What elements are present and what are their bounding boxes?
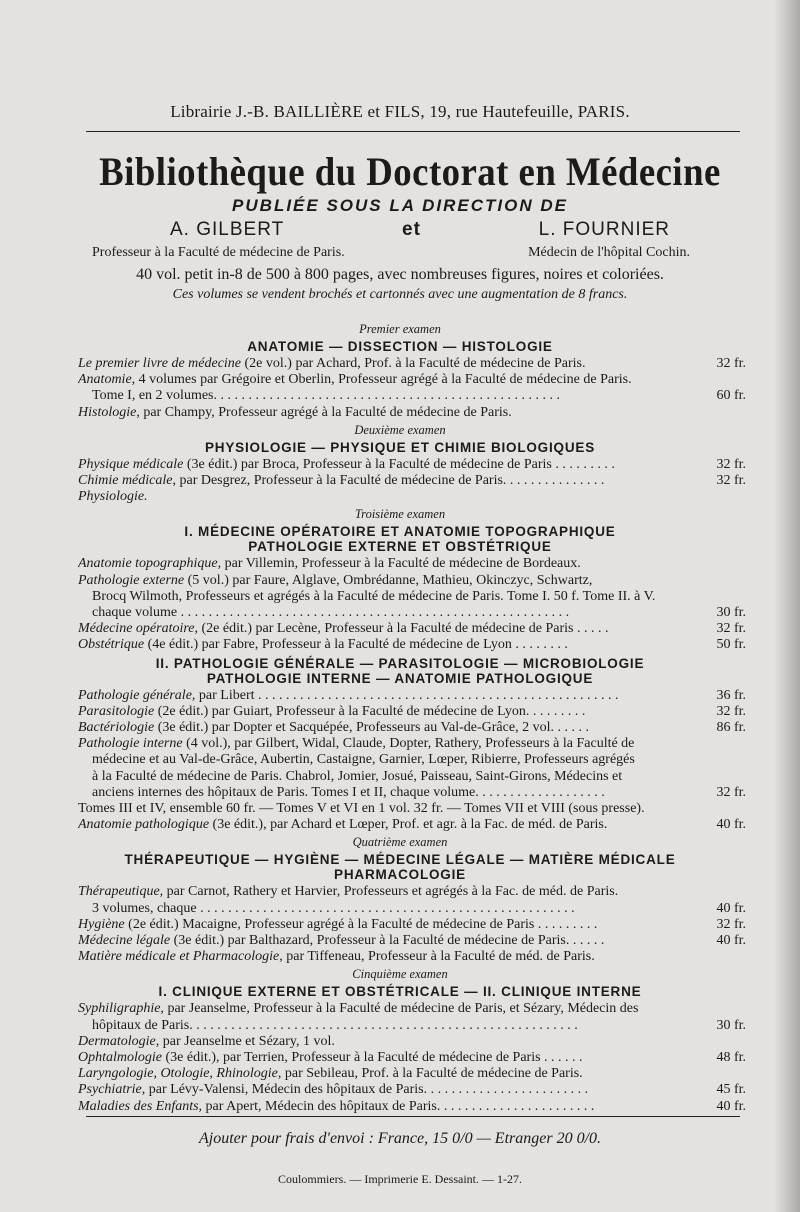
page-title: Bibliothèque du Doctorat en Médecine [99,149,721,194]
entry-text: (3e édit.) par Dopter et Sacquépée, Professeurs au Val-de-Grâce, 2 vol. . . . . . [154,720,589,735]
entry-title: Le premier livre de médecine [78,356,242,371]
entry-title: Anatomie pathologique [78,817,210,833]
entry-price: 48 fr. [713,1050,746,1066]
entry-title: Anatomie, [78,372,136,388]
entry-text: Brocq Wilmoth, Professeurs et agrégés à la Faculté de médecine de Paris. Tome I. 50 f. Tome II. à V. [92,588,656,604]
catalog-entry-line [78,473,750,489]
entry-text: par Sebileau, Prof. à la Faculté de médecine de Paris. [281,1066,583,1082]
entry-title: Dermatologie, [78,1033,160,1049]
entry-text: par Champy, Professeur agrégé à la Faculté de médecine de Paris. [139,404,512,420]
price-note: Ces volumes se vendent brochés et cartonnés avec une augmentation de 8 francs. [172,287,628,302]
entry-text: (3e édit.), par Terrien, Professeur à la Faculté de médecine de Paris . . . . . . [162,1050,583,1065]
entry-text: (2e édit.) par Lecène, Professeur à la Faculté de médecine de Paris . . . . . [198,621,609,637]
director-join: et [402,219,421,240]
catalog-entry-line [78,1050,750,1066]
entry-price: 32 fr. [713,785,746,801]
entry-title: Syphiligraphie, [78,1001,164,1017]
volumes-line: 40 vol. petit in-8 de 500 à 800 pages, avec nombreuses figures, noires et coloriées. [136,266,664,283]
entry-title: Thérapeutique, [78,884,164,900]
section-heading: PATHOLOGIE EXTERNE ET OBSTÉTRIQUE [248,539,552,555]
entry-price: 30 fr. [713,605,746,621]
entry-title: Ophtalmologie [78,1050,162,1065]
entry-text: par Libert . . . . . . . . . . . . . . . . . . . . . . . . . . . . . . . . . . . . . . . . . . . . . . . . . . . . [195,687,619,703]
exam-label: Cinquième examen [352,967,448,982]
role-right: Médecin de l'hôpital Cochin. [528,245,690,260]
entry-text: hôpitaux de Paris. . . . . . . . . . . . . . . . . . . . . . . . . . . . . . . . . . . . . . . . . . . . . . . . . . . . . . . . [92,1017,578,1033]
catalog-entry-line [78,356,750,372]
entry-title: Matière médicale et Pharmacologie, [78,949,283,965]
entry-text: Tome I, en 2 volumes. . . . . . . . . . . . . . . . . . . . . . . . . . . . . . . . . . . . . . . . . . . . . . . . . . [92,388,560,404]
entry-title: Bactériologie [78,720,155,735]
entry-price: 32 fr. [713,917,746,933]
entry-price: 86 fr. [713,720,746,736]
shipping-note: Ajouter pour frais d'envoi : France, 15 0/0 — Etranger 20 0/0. [198,1130,602,1147]
entry-text: par Jeanselme et Sézary, 1 vol. [159,1033,335,1049]
catalog-entry-line [92,589,750,605]
header-rule [86,131,740,132]
catalog-entry-line [78,917,750,933]
entry-price: 40 fr. [713,933,746,949]
entry-title: Pathologie externe [78,572,185,588]
entry-text: par Apert, Médecin des hôpitaux de Paris. . . . . . . . . . . . . . . . . . . . . . . [202,1098,595,1114]
entry-text: chaque volume . . . . . . . . . . . . . . . . . . . . . . . . . . . . . . . . . . . . . . . . . . . . . . . . . . . . . . . . [92,605,570,620]
entry-text: par Tiffeneau, Professeur à la Faculté de méd. de Paris. [282,949,595,965]
entry-text: Tomes III et IV, ensemble 60 fr. — Tomes V et VI en 1 vol. 32 fr. — Tomes VII et VIII (sous presse). [78,801,645,816]
catalog-entry-line [78,621,750,637]
entry-price: 32 fr. [713,704,746,720]
subtitle: PUBLIÉE SOUS LA DIRECTION DE [232,196,568,215]
catalog-entry-line [78,688,750,704]
printer-line: Coulommiers. — Imprimerie E. Dessaint. — 1-27. [278,1172,522,1186]
catalog-entry-line [78,720,750,736]
entry-price: 32 fr. [713,621,746,637]
section-heading: PHYSIOLOGIE — PHYSIQUE ET CHIMIE BIOLOGIQUES [205,439,595,455]
section-heading: I. MÉDECINE OPÉRATOIRE ET ANATOMIE TOPOGRAPHIQUE [184,524,616,540]
director-left: A. GILBERT [170,219,285,240]
exam-label: Quatrième examen [352,835,448,850]
catalog-entry-line [78,405,750,421]
entry-price: 30 fr. [713,1018,746,1034]
entry-price: 60 fr. [713,388,746,404]
catalog-entry-line [78,573,750,589]
entry-title: Psychiatrie, [78,1082,146,1098]
role-left: Professeur à la Faculté de médecine de Paris. [92,245,345,260]
catalog-entry-line [78,637,750,653]
entry-title: Parasitologie [78,703,155,719]
entry-text: par Carnot, Rathery et Harvier, Professeurs et agrégés à la Fac. de méd. de Paris. [163,884,619,900]
director-right: L. FOURNIER [538,219,670,240]
entry-text: 3 volumes, chaque . . . . . . . . . . . . . . . . . . . . . . . . . . . . . . . . . . . . . . . . . . . . . . . . . . . . . . [92,900,575,916]
catalog-entry-line [78,1082,750,1098]
publisher-line: Librairie J.-B. BAILLIÈRE et FILS, 19, rue Hautefeuille, PARIS. [170,102,630,121]
entry-text: (5 vol.) par Faure, Alglave, Ombrédanne, Mathieu, Okinczyc, Schwartz, [184,572,593,588]
entry-price: 40 fr. [713,1099,746,1115]
entry-text: (3e édit.), par Achard et Lœper, Prof. et agr. à la Fac. de méd. de Paris. [209,817,608,833]
entry-text: à la Faculté de médecine de Paris. Chabrol, Jomier, Josué, Paisseau, Saint-Girons, Médecins et [92,768,623,784]
entry-price: 32 fr. [713,457,746,473]
entry-price: 40 fr. [713,817,746,833]
catalog-entry-line [78,556,750,572]
entry-price: 32 fr. [713,356,746,372]
entry-text: (3e édit.) par Balthazard, Professeur à la Faculté de médecine de Paris. . . . . . [170,933,605,948]
section-heading: I. CLINIQUE EXTERNE ET OBSTÉTRICALE — II. CLINIQUE INTERNE [158,984,642,1000]
entry-title: Pathologie interne [78,736,183,752]
entry-title: Laryngologie, Otologie, Rhinologie, [78,1066,282,1082]
entry-price: 40 fr. [713,901,746,917]
page-edge-shadow [774,0,800,1212]
catalog-entry-line [78,1001,750,1017]
entry-text: par Lévy-Valensi, Médecin des hôpitaux de Paris. . . . . . . . . . . . . . . . . . . . . . . . [145,1082,589,1098]
exam-label: Deuxième examen [354,422,446,437]
entry-price: 50 fr. [713,637,746,653]
catalog-entry-line [78,801,750,817]
entry-text: (2e édit.) Macaigne, Professeur agrégé à la Faculté de médecine de Paris . . . . . . . . . [124,916,598,932]
catalog-entry-line [92,901,750,917]
entry-text: (4 vol.), par Gilbert, Widal, Claude, Dopter, Rathery, Professeurs à la Faculté de [182,736,635,752]
entry-text: (4e édit.) par Fabre, Professeur à la Faculté de médecine de Lyon . . . . . . . . [144,637,568,653]
footer-rule [86,1116,740,1117]
section-heading: II. PATHOLOGIE GÉNÉRALE — PARASITOLOGIE — MICROBIOLOGIE [155,655,645,671]
catalog-entry-line [92,1018,750,1034]
catalog-entry-line [92,388,750,404]
entry-title: Hygiène [78,916,125,932]
section-heading: THÉRAPEUTIQUE — HYGIÈNE — MÉDECINE LÉGALE — MATIÈRE MÉDICALE [124,852,676,868]
section-heading: PATHOLOGIE INTERNE — ANATOMIE PATHOLOGIQUE [206,670,594,686]
catalog-entry-line [92,785,750,801]
entry-title: Obstétrique [78,637,145,653]
entry-title: Maladies des Enfants, [78,1098,203,1114]
entry-text: (2e vol.) par Achard, Prof. à la Faculté de médecine de Paris. [241,356,586,371]
catalog-entry-line [78,817,750,833]
entry-price: 32 fr. [713,473,746,489]
catalog-entry-line [78,1034,750,1050]
catalog-entry-line [78,489,750,505]
entry-price: 36 fr. [713,688,746,704]
catalog-entry-line [78,372,750,388]
exam-label: Premier examen [359,322,441,336]
catalog-entry-line [78,949,750,965]
entry-text: médecine et au Val-de-Grâce, Aubertin, Castaigne, Garnier, Lœper, Ribierre, Professeurs agrégés [92,752,635,768]
entry-text: (2e édit.) par Guiart, Professeur à la Faculté de médecine de Lyon. . . . . . . . . [154,703,586,719]
entry-title: Pathologie générale, [78,687,196,703]
entry-text: anciens internes des hôpitaux de Paris. Tomes I et II, chaque volume. . . . . . . . . . . . . . . . . . . [92,784,605,800]
entry-text: (3e édit.) par Broca, Professeur à la Faculté de médecine de Paris . . . . . . . . . [183,456,615,472]
catalog-entry-line [78,1099,750,1115]
entry-title: Médecine opératoire, [78,621,198,637]
catalog-entry-line [78,884,750,900]
entry-title: Anatomie topographique, [78,556,222,572]
catalog-entry-line [78,457,750,473]
entry-text: par Villemin, Professeur à la Faculté de médecine de Bordeaux. [221,556,581,572]
entry-text: par Desgrez, Professeur à la Faculté de médecine de Paris. . . . . . . . . . . . . . . [175,473,605,488]
entry-title: Histologie, [78,404,140,420]
entry-text: par Jeanselme, Professeur à la Faculté de médecine de Paris, et Sézary, Médecin des [163,1001,639,1017]
entry-title: Physique médicale [78,456,184,472]
entry-price: 45 fr. [713,1082,746,1098]
catalog-entry-line [92,769,750,785]
entry-title: Physiologie. [78,489,148,505]
catalog-entry-line [78,736,750,752]
catalog-entry-line [78,1066,750,1082]
catalog-entry-line [78,704,750,720]
section-heading: PHARMACOLOGIE [334,867,466,883]
catalog-entry-line [92,605,750,621]
entry-title: Médecine légale [78,933,171,948]
catalog-entry-line [92,752,750,768]
entry-title: Chimie médicale, [78,473,176,488]
section-heading: ANATOMIE — DISSECTION — HISTOLOGIE [247,339,553,354]
catalog-entry-line [78,933,750,949]
entry-text: 4 volumes par Grégoire et Oberlin, Professeur agrégé à la Faculté de médecine de Paris. [135,372,632,388]
exam-label: Troisième examen [354,507,446,522]
